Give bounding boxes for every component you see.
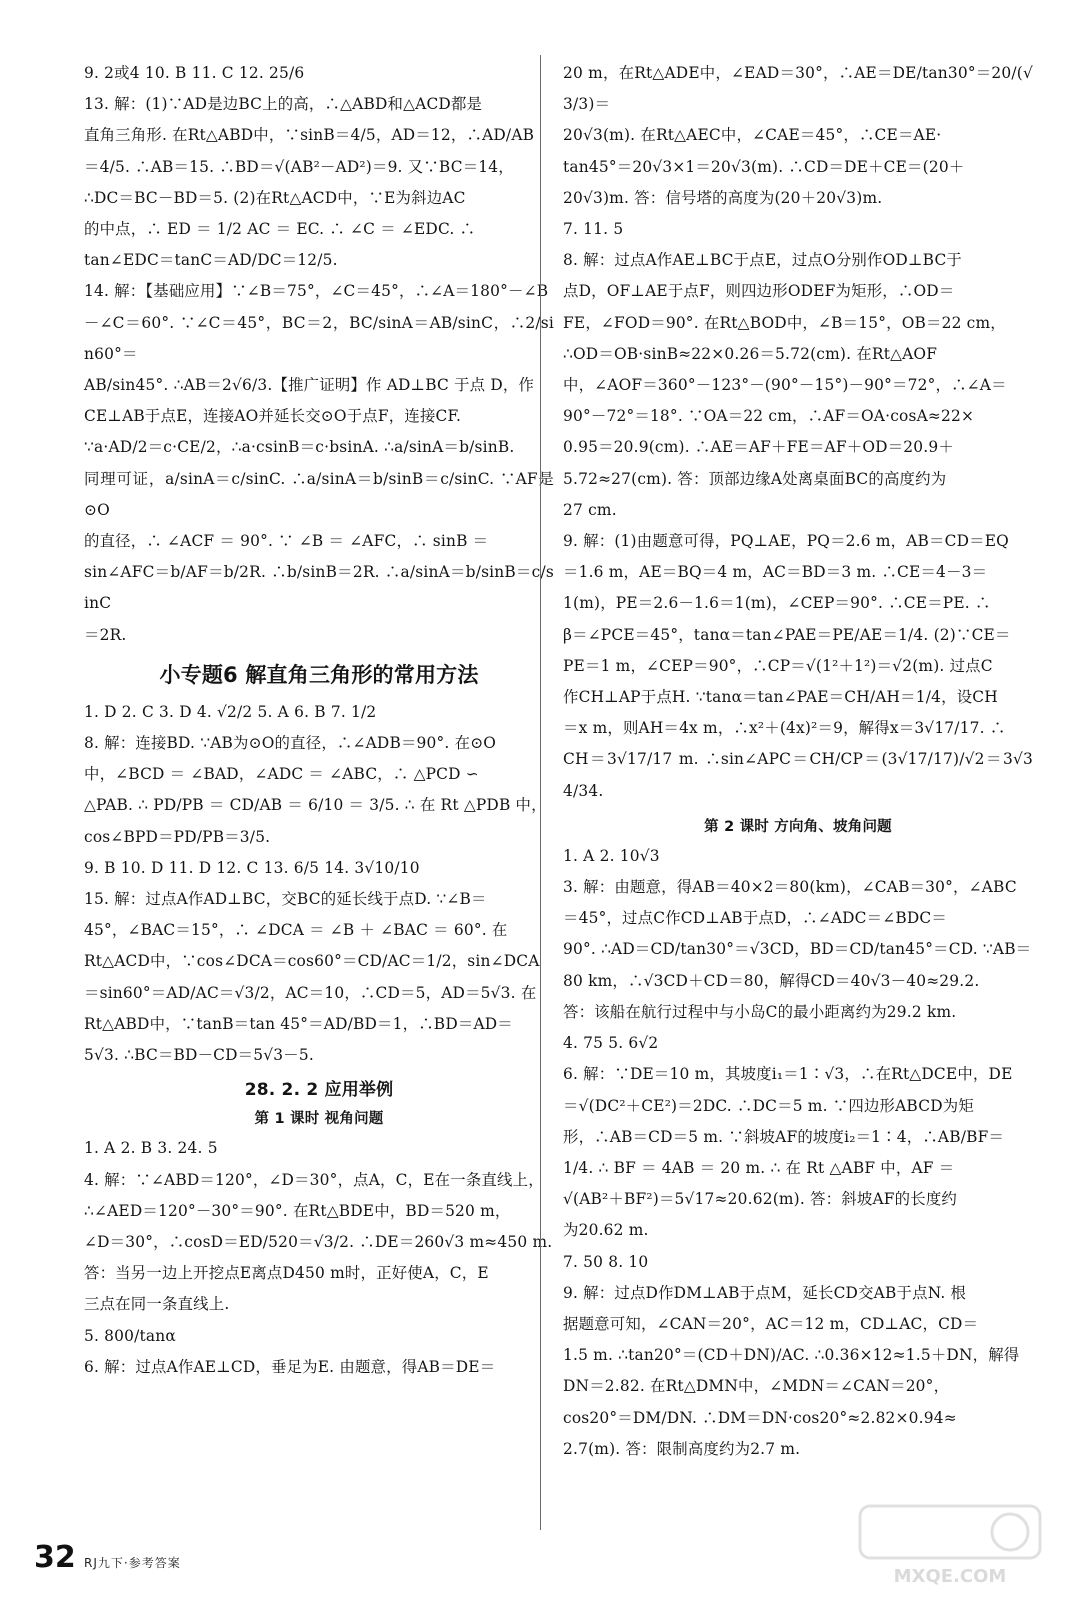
left-block-2 bbox=[84, 697, 554, 1071]
text-line: 为20.62 m. bbox=[563, 1221, 649, 1240]
text-line: cos20°＝DM/DN. ∴DM＝DN·cos20°≈2.82×0.94≈ bbox=[563, 1408, 957, 1427]
text-line: △PAB. ∴ PD/PB ＝ CD/AB ＝ 6/10 ＝ 3/5. ∴ 在 Rt △PDB 中， bbox=[84, 796, 547, 815]
text-line: 的直径，∴ ∠ACF ＝ 90°. ∵ ∠B ＝ ∠AFC，∴ sinB ＝ bbox=[84, 532, 489, 551]
text-line: 5√3. ∴BC＝BD－CD＝5√3－5. bbox=[84, 1046, 314, 1065]
text-line: 90°. ∴AD＝CD/tan30°＝√3CD，BD＝CD/tan45°＝CD. ∵AB＝ bbox=[563, 940, 1032, 959]
text-line: tan∠EDC＝tanC＝AD/DC＝12/5. bbox=[84, 251, 338, 270]
text-line: 答：该船在航行过程中与小岛C的最小距离约为29.2 km. bbox=[563, 1002, 957, 1021]
text-line: 2.7(m). 答：限制高度约为2.7 m. bbox=[563, 1439, 801, 1458]
text-line: 45°，∠BAC＝15°，∴ ∠DCA ＝ ∠B ＋ ∠BAC ＝ 60°. 在 bbox=[84, 921, 508, 940]
text-line: tan45°＝20√3×1＝20√3(m). ∴CD＝DE＋CE＝(20＋ bbox=[563, 157, 965, 176]
text-line: β＝∠PCE＝45°，tanα＝tan∠PAE＝PE/AE＝1/4. (2)∵CE＝ bbox=[563, 625, 1011, 644]
text-line: √(AB²＋BF²)＝5√17≈20.62(m). 答：斜坡AF的长度约 bbox=[563, 1190, 957, 1209]
text-line: 9. 解：(1)由题意可得，PQ⊥AE，PQ＝2.6 m，AB＝CD＝EQ bbox=[563, 532, 1009, 551]
page-number: 32 bbox=[34, 1540, 76, 1575]
text-line: 90°－72°＝18°. ∵OA＝22 cm，∴AF＝OA·cosA≈22× bbox=[563, 407, 975, 426]
text-line: 15. 解：过点A作AD⊥BC，交BC的延长线于点D. ∵∠B＝ bbox=[84, 890, 487, 909]
right-block-2 bbox=[563, 841, 1033, 1465]
text-line: ∵a·AD/2＝c·CE/2，∴a·csinB＝c·bsinA. ∴a/sinA＝b/sinB. bbox=[84, 438, 515, 457]
text-line: 点D，OF⊥AE于点F，则四边形ODEF为矩形，∴OD＝ bbox=[563, 282, 955, 301]
left-block-3 bbox=[84, 1133, 554, 1383]
text-line: 1.5 m. ∴tan20°＝(CD＋DN)/AC. ∴0.36×12≈1.5＋DN，解得 bbox=[563, 1346, 1020, 1365]
text-line: 7. 11. 5 bbox=[563, 220, 624, 239]
text-line: 8. 解：连接BD. ∵AB为⊙O的直径，∴∠ADB＝90°. 在⊙O bbox=[84, 734, 497, 753]
text-line: 1. D 2. C 3. D 4. √2/2 5. A 6. B 7. 1/2 bbox=[84, 702, 377, 721]
text-line: 中，∠AOF＝360°－123°－(90°－15°)－90°＝72°，∴∠A＝ bbox=[563, 376, 1007, 395]
text-line: 5.72≈27(cm). 答：顶部边缘A处离桌面BC的高度约为 bbox=[563, 469, 947, 488]
text-line: ∴DC＝BC－BD＝5. (2)在Rt△ACD中，∵E为斜边AC bbox=[84, 188, 466, 207]
text-line: CE⊥AB于点E，连接AO并延长交⊙O于点F，连接CF. bbox=[84, 407, 462, 426]
text-line: PE＝1 m，∠CEP＝90°，∴CP＝√(1²＋1²)＝√2(m). 过点C bbox=[563, 656, 993, 675]
text-line: ＝2R. bbox=[84, 625, 127, 644]
column-divider bbox=[540, 55, 541, 1530]
text-line: 1. A 2. B 3. 24. 5 bbox=[84, 1139, 218, 1158]
left-block-1 bbox=[84, 58, 554, 651]
text-line: 形，∴AB＝CD＝5 m. ∵斜坡AF的坡度i₂＝1∶4，∴AB/BF＝ bbox=[563, 1127, 1005, 1146]
lesson-title-2: 第 2 课时 方向角、坡角问题 bbox=[704, 818, 892, 835]
text-line: ＝1.6 m，AE＝BQ＝4 m，AC＝BD＝3 m. ∴CE＝4－3＝ bbox=[563, 563, 988, 582]
text-line: ＝4/5. ∴AB＝15. ∴BD＝√(AB²－AD²)＝9. 又∵BC＝14， bbox=[84, 157, 514, 176]
text-line: 20√3)m. 答：信号塔的高度为(20＋20√3)m. bbox=[563, 188, 883, 207]
text-line: 6. 解：∵DE＝10 m，其坡度i₁＝1∶√3，∴在Rt△DCE中，DE bbox=[563, 1065, 1013, 1084]
text-line: 据题意可知，∠CAN＝20°，AC＝12 m，CD⊥AC，CD＝ bbox=[563, 1314, 979, 1333]
text-line: 20√3(m). 在Rt△AEC中，∠CAE＝45°，∴CE＝AE· bbox=[563, 126, 942, 145]
text-line: ＝x m，则AH＝4x m，∴x²＋(4x)²＝9，解得x＝3√17/17. ∴ bbox=[563, 719, 1006, 738]
text-line: 4. 75 5. 6√2 bbox=[563, 1034, 659, 1053]
text-line: ∴∠AED＝120°－30°＝90°. 在Rt△BDE中，BD＝520 m， bbox=[84, 1201, 511, 1220]
text-line: cos∠BPD＝PD/PB＝3/5. bbox=[84, 827, 271, 846]
section-title: 小专题6 解直角三角形的常用方法 bbox=[159, 662, 479, 687]
subsection-title: 28. 2. 2 应用举例 bbox=[244, 1080, 394, 1101]
text-line: sin∠AFC＝b/AF＝b/2R. ∴b/sinB＝2R. ∴a/sinA＝b/sinB＝c/sinC bbox=[84, 563, 554, 613]
text-line: 1. A 2. 10√3 bbox=[563, 846, 660, 865]
right-block-1 bbox=[563, 58, 1033, 807]
text-line: 9. B 10. D 11. D 12. C 13. 6/5 14. 3√10/10 bbox=[84, 858, 420, 877]
right-column bbox=[563, 58, 1033, 1465]
text-line: Rt△ACD中，∵cos∠DCA＝cos60°＝CD/AC＝1/2，sin∠DCA bbox=[84, 952, 540, 971]
text-line: 20 m，在Rt△ADE中，∠EAD＝30°，∴AE＝DE/tan30°＝20/(√3/3)＝ bbox=[563, 64, 1033, 114]
text-line: DN＝2.82. 在Rt△DMN中，∠MDN＝∠CAN＝20°， bbox=[563, 1377, 950, 1396]
text-line: 3. 解：由题意，得AB＝40×2＝80(km)，∠CAB＝30°，∠ABC bbox=[563, 878, 1017, 897]
text-line: 14. 解：【基础应用】∵∠B＝75°，∠C＝45°，∴∠A＝180°－∠B bbox=[84, 282, 549, 301]
text-line: ＝√(DC²＋CE²)＝2DC. ∴DC＝5 m. ∵四边形ABCD为矩 bbox=[563, 1096, 974, 1115]
text-line: 80 km，∴√3CD＋CD＝80，解得CD＝40√3－40≈29.2. bbox=[563, 971, 980, 990]
text-line: 三点在同一条直线上. bbox=[84, 1295, 230, 1314]
text-line: 同理可证，a/sinA＝c/sinC. ∴a/sinA＝b/sinB＝c/sinC. ∵AF是⊙O bbox=[84, 469, 554, 519]
watermark-logo-icon bbox=[850, 1500, 1050, 1590]
text-line: FE，∠FOD＝90°. 在Rt△BOD中，∠B＝15°，OB＝22 cm， bbox=[563, 313, 1006, 332]
text-line: 0.95＝20.9(cm). ∴AE＝AF＋FE＝AF＋OD＝20.9＋ bbox=[563, 438, 954, 457]
text-line: 直角三角形. 在Rt△ABD中，∵sinB＝4/5，AD＝12，∴AD/AB bbox=[84, 126, 535, 145]
lesson-title-1: 第 1 课时 视角问题 bbox=[254, 1111, 384, 1128]
text-line: 1(m)，PE＝2.6－1.6＝1(m)，∠CEP＝90°. ∴CE＝PE. ∴ bbox=[563, 594, 991, 613]
text-line: 9. 2或4 10. B 11. C 12. 25/6 bbox=[84, 64, 305, 82]
text-line: 5. 800/tanα bbox=[84, 1326, 177, 1345]
text-line: 的中点，∴ ED ＝ 1/2 AC ＝ EC. ∴ ∠C ＝ ∠EDC. ∴ bbox=[84, 220, 476, 239]
text-line: CH＝3√17/17 m. ∴sin∠APC＝CH/CP＝(3√17/17)/√2＝3√34/34. bbox=[563, 750, 1033, 800]
text-line: 27 cm. bbox=[563, 500, 617, 519]
text-line: ＝sin60°＝AD/AC＝√3/2，AC＝10，∴CD＝5，AD＝5√3. 在 bbox=[84, 983, 537, 1002]
text-line: Rt△ABD中，∵tanB＝tan 45°＝AD/BD＝1，∴BD＝AD＝ bbox=[84, 1014, 513, 1033]
text-line: 6. 解：过点A作AE⊥CD，垂足为E. 由题意，得AB＝DE＝ bbox=[84, 1357, 496, 1376]
text-line: 4. 解：∵∠ABD＝120°，∠D＝30°，点A，C，E在一条直线上， bbox=[84, 1170, 544, 1189]
text-line: 7. 50 8. 10 bbox=[563, 1252, 649, 1271]
text-line: 9. 解：过点D作DM⊥AB于点M，延长CD交AB于点N. 根 bbox=[563, 1283, 967, 1302]
left-column bbox=[84, 58, 554, 1383]
text-line: ＝45°，过点C作CD⊥AB于点D，∴∠ADC＝∠BDC＝ bbox=[563, 909, 947, 928]
text-line: 1/4. ∴ BF ＝ 4AB ＝ 20 m. ∴ 在 Rt △ABF 中，AF ＝ bbox=[563, 1158, 955, 1177]
watermark-text: MXQE.COM bbox=[893, 1566, 1007, 1587]
text-line: ∠D＝30°，∴cosD＝ED/520＝√3/2. ∴DE＝260√3 m≈450 m. bbox=[84, 1232, 553, 1251]
text-line: 13. 解：(1)∵AD是边BC上的高，∴△ABD和△ACD都是 bbox=[84, 95, 483, 114]
text-line: 中，∠BCD ＝ ∠BAD，∠ADC ＝ ∠ABC，∴ △PCD ∽ bbox=[84, 765, 479, 784]
text-line: ∴OD＝OB·sinB≈22×0.26＝5.72(cm). 在Rt△AOF bbox=[563, 344, 938, 363]
text-line: AB/sin45°. ∴AB＝2√6/3.【推广证明】作 AD⊥BC 于点 D，作 bbox=[84, 376, 535, 395]
footer-label: RJ九下·参考答案 bbox=[84, 1556, 181, 1570]
text-line: －∠C＝60°. ∵∠C＝45°，BC＝2，BC/sinA＝AB/sinC，∴2/sin60°＝ bbox=[84, 313, 554, 363]
text-line: 答：当另一边上开挖点E离点D450 m时，正好使A，C，E bbox=[84, 1264, 489, 1283]
text-line: 8. 解：过点A作AE⊥BC于点E，过点O分别作OD⊥BC于 bbox=[563, 251, 963, 270]
text-line: 作CH⊥AP于点H. ∵tanα＝tan∠PAE＝CH/AH＝1/4，设CH bbox=[563, 688, 998, 707]
